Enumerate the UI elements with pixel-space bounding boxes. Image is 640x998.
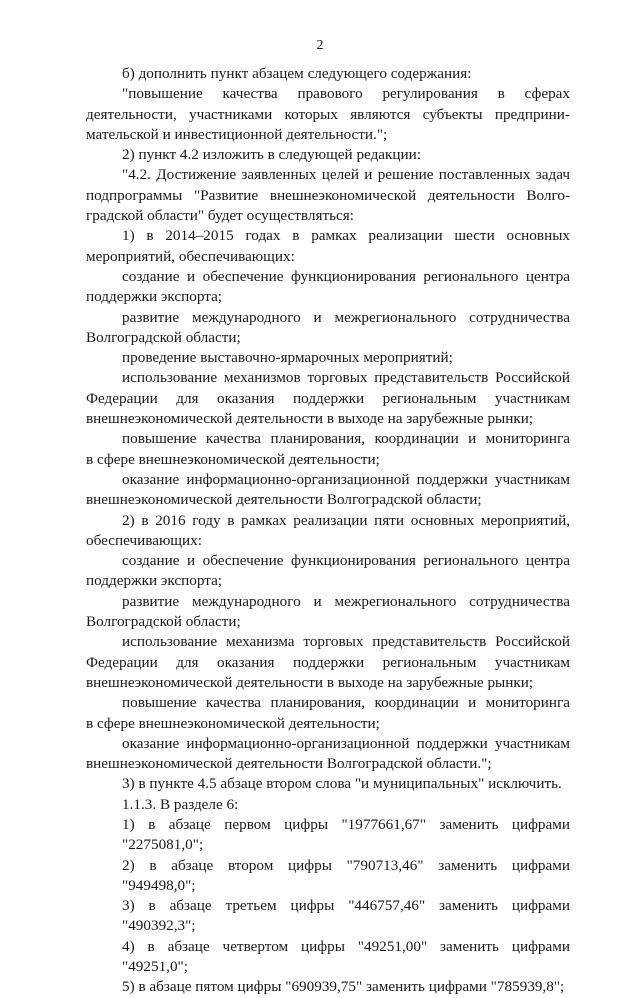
paragraph <box>86 84 570 145</box>
paragraph-line: в сфере внешнеэкономической деятельности; <box>86 450 380 468</box>
paragraph <box>86 734 570 775</box>
paragraph-line: повышение качества планирования, координации и мониторинга <box>122 430 570 448</box>
paragraph-line: мероприятий, обеспечивающих: <box>86 247 295 265</box>
paragraph <box>86 165 570 226</box>
paragraph-line: градской области" будет осуществляться: <box>86 207 354 225</box>
paragraph <box>86 429 570 470</box>
paragraph-line: 1) в абзаце первом цифры "1977661,67" заменить цифрами "2275081,0"; <box>122 815 570 854</box>
paragraph-line: 1) в 2014–2015 годах в рамках реализации шести основных <box>122 227 570 245</box>
paragraph-line: Волгоградской области; <box>86 613 241 631</box>
paragraph <box>86 937 570 978</box>
page-number: 2 <box>316 38 324 53</box>
paragraph <box>86 470 570 511</box>
paragraph-line: внешнеэкономической деятельности в выходе на зарубежные рынки; <box>86 410 534 428</box>
paragraph-line: поддержки экспорта; <box>86 572 223 590</box>
paragraph <box>86 592 570 633</box>
paragraph-line: 3) в пункте 4.5 абзаце втором слова "и муниципальных" исключить. <box>122 775 562 793</box>
paragraph-line: б) дополнить пункт абзацем следующего содержания: <box>122 65 472 82</box>
document-body <box>86 64 570 998</box>
paragraph-line: оказание информационно-организационной поддержки участникам <box>122 734 570 752</box>
paragraph-line: Федерации для оказания поддержки региональным участникам <box>86 389 570 407</box>
paragraph <box>86 632 570 693</box>
paragraph <box>86 896 570 937</box>
paragraph-line: развитие международного и межрегионального сотрудничества <box>122 592 570 610</box>
paragraph-line: оказание информационно-организационной поддержки участникам <box>122 470 570 488</box>
paragraph-line: создание и обеспечение функционирования регионального центра <box>122 552 570 570</box>
paragraph-line: 5) в абзаце пятом цифры "690939,75" заменить цифрами "785939,8"; <box>122 978 565 996</box>
paragraph-line: развитие международного и межрегионального сотрудничества <box>122 308 570 326</box>
paragraph <box>86 64 570 84</box>
paragraph-line: 2) в 2016 году в рамках реализации пяти основных мероприятий, <box>122 511 570 529</box>
paragraph <box>86 267 570 308</box>
paragraph-line: Волгоградской области; <box>86 328 241 346</box>
paragraph-line: Федерации для оказания поддержки региональным участникам <box>86 653 570 671</box>
paragraph-line: использование механизмов торговых представительств Российской <box>122 369 570 387</box>
paragraph <box>86 226 570 267</box>
paragraph-line: в сфере внешнеэкономической деятельности; <box>86 714 380 732</box>
paragraph-line: 2) в абзаце втором цифры "790713,46" заменить цифрами "949498,0"; <box>122 856 570 894</box>
paragraph <box>86 856 570 897</box>
paragraph-line: подпрограммы "Развитие внешнеэкономической деятельности Волго- <box>86 186 570 204</box>
paragraph <box>86 815 570 856</box>
paragraph-line: внешнеэкономической деятельности Волгоградской области."; <box>86 755 492 773</box>
paragraph-line: 1.1.3. В разделе 6: <box>122 795 239 813</box>
paragraph-line: деятельности, участниками которых являются субъекты предприни- <box>86 105 570 123</box>
paragraph <box>86 795 570 815</box>
paragraph-line: внешнеэкономической деятельности Волгоградской области; <box>86 491 482 509</box>
paragraph <box>86 551 570 592</box>
paragraph-line: "повышение качества правового регулирования в сферах <box>122 85 570 103</box>
paragraph-line: повышение качества планирования, координации и мониторинга <box>122 694 570 712</box>
paragraph <box>86 308 570 349</box>
paragraph-line: проведение выставочно-ярмарочных мероприятий; <box>122 349 453 367</box>
paragraph-line: поддержки экспорта; <box>86 288 223 306</box>
paragraph <box>86 511 570 552</box>
paragraph-line: 2) пункт 4.2 изложить в следующей редакции: <box>122 146 422 164</box>
paragraph <box>86 368 570 429</box>
paragraph-line: мательской и инвестиционной деятельности."; <box>86 125 388 143</box>
paragraph <box>86 977 570 997</box>
paragraph-line: создание и обеспечение функционирования регионального центра <box>122 267 570 285</box>
paragraph-line: "4.2. Достижение заявленных целей и решение поставленных задач <box>122 166 570 184</box>
paragraph-line: обеспечивающих: <box>86 531 202 549</box>
paragraph-line: 4) в абзаце четвертом цифры "49251,00" заменить цифрами "49251,0"; <box>122 937 570 976</box>
paragraph <box>86 774 570 794</box>
paragraph-line: 3) в абзаце третьем цифры "446757,46" заменить цифрами "490392,3"; <box>122 897 570 935</box>
paragraph-line: использование механизма торговых представительств Российской <box>122 633 570 651</box>
paragraph <box>86 145 570 165</box>
paragraph <box>86 693 570 734</box>
paragraph <box>86 348 570 368</box>
paragraph-line: внешнеэкономической деятельности в выходе на зарубежные рынки; <box>86 673 534 691</box>
